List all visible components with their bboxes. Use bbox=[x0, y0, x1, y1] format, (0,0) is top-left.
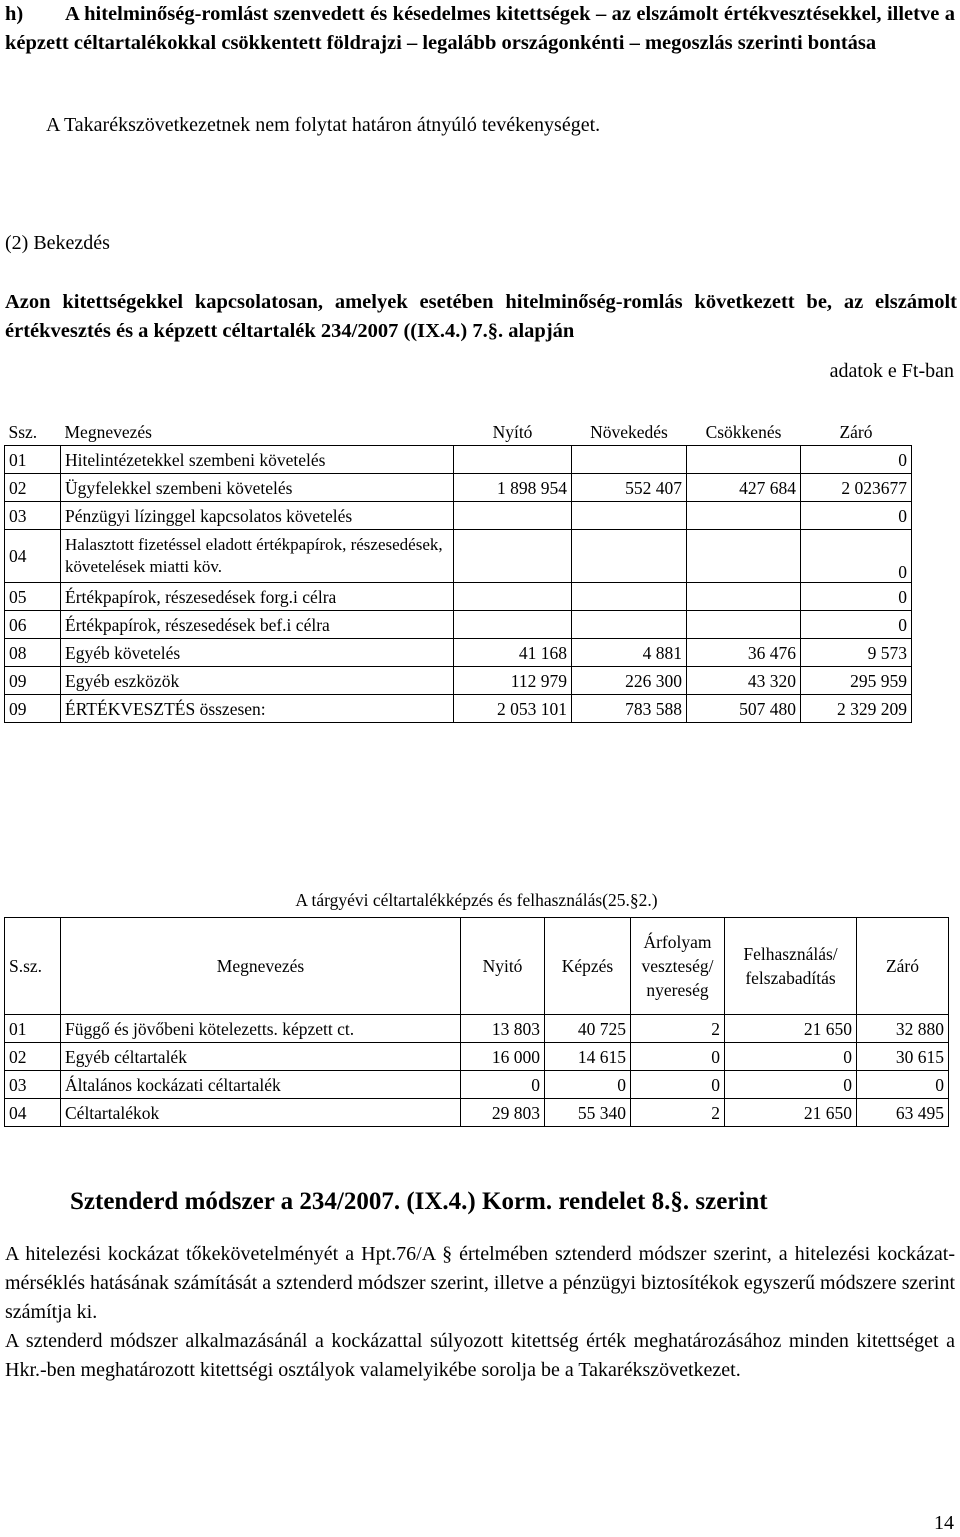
closing-value: 2 329 209 bbox=[801, 695, 912, 723]
row-label: Pénzügyi lízinggel kapcsolatos követelés bbox=[61, 502, 454, 530]
closing-value: 63 495 bbox=[857, 1099, 949, 1127]
opening-value bbox=[454, 611, 572, 639]
formation-value: 40 725 bbox=[545, 1015, 631, 1043]
decrease-value: 427 684 bbox=[687, 474, 801, 502]
formation-value: 14 615 bbox=[545, 1043, 631, 1071]
decrease-value: 43 320 bbox=[687, 667, 801, 695]
table-caption-row bbox=[5, 883, 949, 918]
fx-value: 2 bbox=[631, 1015, 725, 1043]
opening-value: 1 898 954 bbox=[454, 474, 572, 502]
row-label: Céltartalékok bbox=[61, 1099, 461, 1127]
row-label: Ügyfelekkel szembeni követelés bbox=[61, 474, 454, 502]
table-row bbox=[5, 474, 912, 502]
opening-value: 2 053 101 bbox=[454, 695, 572, 723]
unit-note: adatok e Ft-ban bbox=[829, 360, 954, 382]
row-code: 02 bbox=[5, 1043, 61, 1071]
column-header: S.sz. bbox=[5, 918, 61, 1015]
closing-value: 32 880 bbox=[857, 1015, 949, 1043]
increase-value: 226 300 bbox=[572, 667, 687, 695]
fx-value: 0 bbox=[631, 1071, 725, 1099]
closing-value: 0 bbox=[801, 502, 912, 530]
release-value: 21 650 bbox=[725, 1015, 857, 1043]
row-code: 04 bbox=[5, 530, 61, 583]
impairment-table bbox=[4, 418, 912, 723]
row-label: Értékpapírok, részesedések bef.i célra bbox=[61, 611, 454, 639]
decrease-value bbox=[687, 446, 801, 474]
decrease-value bbox=[687, 583, 801, 611]
table-row bbox=[5, 1071, 949, 1099]
column-header: Árfolyam veszteség/ nyereség bbox=[631, 918, 725, 1015]
fx-value: 2 bbox=[631, 1099, 725, 1127]
section-label: (2) Bekezdés bbox=[5, 232, 110, 254]
increase-value bbox=[572, 583, 687, 611]
table-row bbox=[5, 1099, 949, 1127]
opening-value bbox=[454, 530, 572, 583]
table-row bbox=[5, 667, 912, 695]
row-code: 03 bbox=[5, 1071, 61, 1099]
increase-value bbox=[572, 502, 687, 530]
closing-value: 0 bbox=[857, 1071, 949, 1099]
table-row bbox=[5, 639, 912, 667]
row-code: 09 bbox=[5, 667, 61, 695]
body-text bbox=[5, 1240, 955, 1385]
opening-value: 41 168 bbox=[454, 639, 572, 667]
opening-value bbox=[454, 502, 572, 530]
table-row bbox=[5, 1015, 949, 1043]
row-code: 08 bbox=[5, 639, 61, 667]
closing-value: 0 bbox=[801, 530, 912, 583]
opening-value: 13 803 bbox=[461, 1015, 545, 1043]
table-row bbox=[5, 583, 912, 611]
column-header: Záró bbox=[839, 421, 873, 442]
row-code: 04 bbox=[5, 1099, 61, 1127]
closing-value: 9 573 bbox=[801, 639, 912, 667]
column-header: Nyító bbox=[492, 421, 533, 442]
opening-value: 29 803 bbox=[461, 1099, 545, 1127]
impairment-heading: Azon kitettségekkel kapcsolatosan, amelyek esetében hitelminőség-romlás következett be, az elszámolt értékvesztés és a képzett céltartalék 234/2007 ((IX.4.) 7.§. alapján bbox=[5, 291, 957, 342]
release-value: 0 bbox=[725, 1071, 857, 1099]
table-row bbox=[5, 502, 912, 530]
row-label: ÉRTÉKVESZTÉS összesen: bbox=[61, 695, 454, 723]
paragraph: A sztenderd módszer alkalmazásánál a kockázattal súlyozott kitettség érték meghatározásához minden kitettséget a Hkr.-ben meghatározott kitettségi osztályok valamelyikébe sorolja be a Takarékszövetkezet. bbox=[5, 1330, 955, 1381]
closing-value: 2 023677 bbox=[801, 474, 912, 502]
table-row bbox=[5, 611, 912, 639]
increase-value bbox=[572, 446, 687, 474]
row-label: Egyéb céltartalék bbox=[61, 1043, 461, 1071]
column-header: Felhasználás/ felszabadítás bbox=[725, 918, 857, 1015]
formation-value: 0 bbox=[545, 1071, 631, 1099]
release-value: 0 bbox=[725, 1043, 857, 1071]
row-label: Hitelintézetekkel szembeni követelés bbox=[61, 446, 454, 474]
closing-value: 30 615 bbox=[857, 1043, 949, 1071]
table-caption: A tárgyévi céltartalékképzés és felhasználás(25.§2.) bbox=[295, 890, 658, 910]
decrease-value: 36 476 bbox=[687, 639, 801, 667]
column-header: Csökkenés bbox=[705, 421, 782, 442]
row-label: Halasztott fizetéssel eladott értékpapírok, részesedések, követelések miatti köv. bbox=[61, 530, 454, 583]
provision-table bbox=[4, 883, 949, 1127]
subheading: Sztenderd módszer a 234/2007. (IX.4.) Korm. rendelet 8.§. szerint bbox=[70, 1188, 768, 1215]
closing-value: 0 bbox=[801, 611, 912, 639]
row-code: 09 bbox=[5, 695, 61, 723]
row-label: Általános kockázati céltartalék bbox=[61, 1071, 461, 1099]
column-header: Nyitó bbox=[461, 918, 545, 1015]
table-row bbox=[5, 530, 912, 583]
row-label: Egyéb eszközök bbox=[61, 667, 454, 695]
row-label: Egyéb követelés bbox=[61, 639, 454, 667]
table-row bbox=[5, 446, 912, 474]
decrease-value: 507 480 bbox=[687, 695, 801, 723]
row-code: 06 bbox=[5, 611, 61, 639]
column-header: Megnevezés bbox=[64, 421, 152, 442]
row-code: 01 bbox=[5, 446, 61, 474]
decrease-value bbox=[687, 530, 801, 583]
increase-value: 552 407 bbox=[572, 474, 687, 502]
decrease-value bbox=[687, 502, 801, 530]
fx-value: 0 bbox=[631, 1043, 725, 1071]
table-row bbox=[5, 1043, 949, 1071]
release-value: 21 650 bbox=[725, 1099, 857, 1127]
paragraph: A hitelezési kockázat tőkekövetelményét a Hpt.76/A § értelmében sztenderd módszer szerint, a hitelezési kockázat-mérséklés hatásának számítását a sztenderd módszer szerint, illetve a pénzügyi biztosítékok egyszerű módszere szerint számítja ki. bbox=[5, 1243, 955, 1323]
closing-value: 295 959 bbox=[801, 667, 912, 695]
heading-text: A hitelminőség-romlást szenvedett és késedelmes kitettségek – az elszámolt értékvesztésekkel, illetve a képzett céltartalékokkal csökkentett földrajzi – legalább országonkénti – megoszlás szerinti bontása bbox=[5, 3, 955, 54]
row-code: 01 bbox=[5, 1015, 61, 1043]
section-heading bbox=[5, 0, 955, 58]
opening-value: 16 000 bbox=[461, 1043, 545, 1071]
formation-value: 55 340 bbox=[545, 1099, 631, 1127]
decrease-value bbox=[687, 611, 801, 639]
closing-value: 0 bbox=[801, 446, 912, 474]
increase-value: 783 588 bbox=[572, 695, 687, 723]
column-header: Megnevezés bbox=[61, 918, 461, 1015]
table-header-row bbox=[5, 918, 949, 1015]
closing-value: 0 bbox=[801, 583, 912, 611]
increase-value bbox=[572, 530, 687, 583]
row-label: Függő és jövőbeni kötelezetts. képzett ct. bbox=[61, 1015, 461, 1043]
row-code: 03 bbox=[5, 502, 61, 530]
increase-value bbox=[572, 611, 687, 639]
row-label: Értékpapírok, részesedések forg.i célra bbox=[61, 583, 454, 611]
opening-value: 0 bbox=[461, 1071, 545, 1099]
opening-value: 112 979 bbox=[454, 667, 572, 695]
intro-text: A Takarékszövetkezetnek nem folytat határon átnyúló tevékenységet. bbox=[46, 114, 601, 136]
table-header-row bbox=[5, 418, 912, 446]
row-code: 02 bbox=[5, 474, 61, 502]
heading-label: h) bbox=[5, 3, 24, 25]
opening-value bbox=[454, 446, 572, 474]
page-number: 14 bbox=[934, 1512, 954, 1534]
row-code: 05 bbox=[5, 583, 61, 611]
column-header: Záró bbox=[857, 918, 949, 1015]
opening-value bbox=[454, 583, 572, 611]
column-header: Képzés bbox=[545, 918, 631, 1015]
column-header: Ssz. bbox=[8, 421, 38, 442]
increase-value: 4 881 bbox=[572, 639, 687, 667]
column-header: Növekedés bbox=[590, 421, 668, 442]
table-row bbox=[5, 695, 912, 723]
